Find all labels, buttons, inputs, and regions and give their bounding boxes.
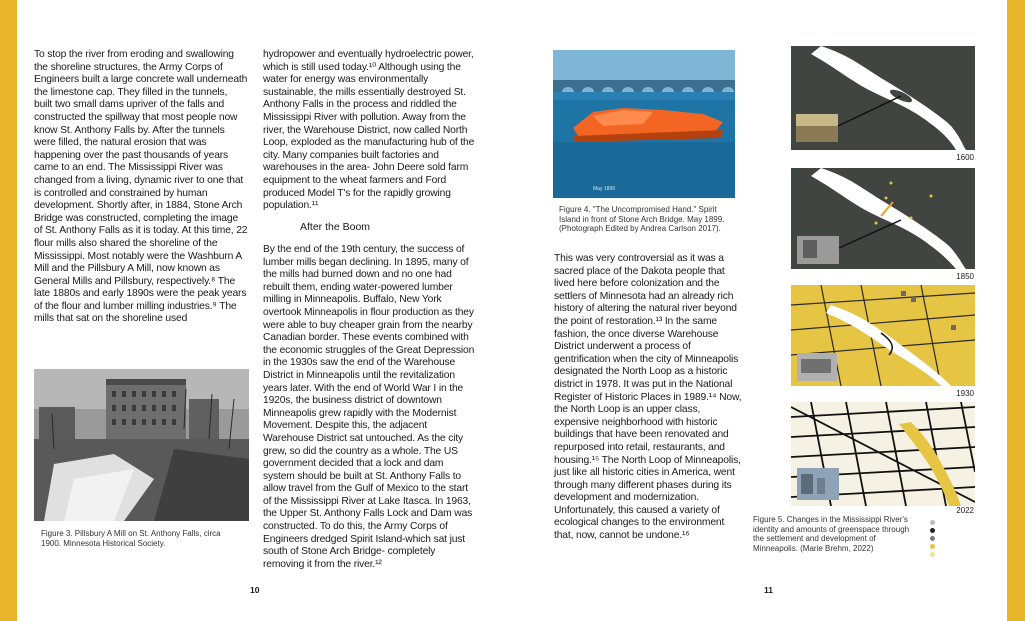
map-2022 (791, 402, 975, 506)
figure4-caption: Figure 4. "The Uncompromised Hand." Spirit Island in front of Stone Arch Bridge. May 1899. (Photograph Edited by Andrea Carlson 2017). (559, 205, 725, 234)
map-1930 (791, 285, 975, 386)
paragraph: By the end of the 19th century, the success of lumber mills began declining. In 1895, many of the mills had burned down and no one had rebuilt them, ending water-powered lumber milling in Minneapolis. Buffalo, New York overtook Minneapolis in flour production as they were able to buy cheaper grain from the nearby Canadian border. These events combined with the economic struggles of the Great Depression in the 1930s saw the end of the Warehouse District in Minneapolis until the revitalization years later. With the end of World War I in the 1920s, the business district of downtown Minneapolis grew rapidly with the Modernist Movement. Despite this, the adjacent Warehouse District sat untouched. As the city grew, so did the country as a whole. The US government decided that a lock and dam system should be built at St. Anthony Falls to allow travel from the Gulf of Mexico to the start of the Mississippi River at Lake Itasca. In 1963, the Upper St. Anthony Falls Lock and Dam was constructed. To do this, the Army Corps of Engineers dredged Spirit Island-which sat just south of Stone Arch Bridge- completely removing it from the river.¹² (263, 244, 475, 570)
left-column-text (34, 49, 248, 326)
legend-item (930, 526, 980, 534)
figure5-caption: Figure 5. Changes in the Mississippi River's identity and amounts of greenspace through the settlement and development of Minneapolis. (Marie Brehm, 2022) (753, 515, 910, 553)
page-number: 11 (764, 585, 773, 595)
right-column-text (554, 253, 744, 543)
map-year-label: 1930 (956, 389, 974, 398)
right-page-edge (1007, 0, 1025, 621)
paragraph: hydropower and eventually hydroelectric power, which is still used today.¹⁰ Although using the water for energy was environmentally sustainable, the mills essentially destroyed St. Anthony Falls in the process and riddled the Mississippi River with pollution. Away from the river, the Warehouse District, now called North Loop, exploded as the manufacturing hub of the city. Many companies built factories and warehouses in the area- John Deere sold farm equipment to the wheat farmers and Ford produced Model T's for the rapidly growing population.¹¹ (263, 49, 475, 212)
paragraph: To stop the river from eroding and swallowing the shoreline structures, the Army Corps of Engineers built a large concrete wall underneath the limestone cap. They filled in the tunnels, built two small dams upriver of the falls and constructed the spillway that most people now know St. Anthony Falls by. After the tunnels were filled, the natural erosion that was happening over the past thousands of years came to an end. The Mississippi River was changed from a living, dynamic river to one that is controlled and constrained by human development. Shortly after, in 1884, Stone Arch Bridge was constructed, completing the image of St. Anthony Falls as it is today. At this time, 22 flour mills also shared the shoreline of the Mississippi. Most notably were the Washburn A Mill and the Pillsbury A Mill, now known as General Mills and Pillsbury, respectively.⁸ The late 1880s and early 1890s were the peak years of the flour and lumber milling industries.⁹ The mills that sat on the shoreline used (34, 49, 248, 325)
middle-column-text-2 (263, 244, 477, 571)
figure3-caption: Figure 3. Pillsbury A Mill on St. Anthony Falls, circa 1900. Minnesota Historical Society. (41, 529, 221, 548)
legend-item (930, 534, 980, 542)
svg-text:May 1899: May 1899 (593, 186, 615, 192)
figure4-spirit-island-photo (553, 50, 735, 198)
page-number: 10 (250, 585, 260, 595)
map-year-label: 1600 (956, 153, 974, 162)
map-year-label: 1850 (956, 272, 974, 281)
map-1600 (791, 46, 975, 150)
legend-item (930, 518, 980, 526)
legend-item (930, 550, 980, 558)
paragraph: This was very controversial as it was a sacred place of the Dakota people that lived here before colonization and the settlers of Minnesota had an already rich history of altering the natural river beyond the point of restoration.¹³ In the same fashion, the once diverse Warehouse District underwent a process of gentrification when the city of Minneapolis designated the North Loop as a historic district in 1978. It was put in the National Register of Historic Places in 1989.¹⁴ Now, the North Loop is an upper class, expensive neighborhood with historic buildings that have been renovated and repurposed into retail, restaurants, and housing.¹⁵ The North Loop of Minneapolis, just like all historic cities in America, went through many different phases during its development and modernization. Unfortunately, this caused a variety of ecological changes to the environment that, now, cannot be undone.¹⁶ (554, 253, 742, 542)
map-year-label: 2022 (956, 506, 974, 515)
left-page-edge (0, 0, 17, 621)
figure3-pillsbury-mill-photo (34, 369, 249, 521)
middle-column-text (263, 49, 477, 213)
map-1850 (791, 168, 975, 269)
map-legend (930, 518, 980, 558)
section-heading: After the Boom (300, 221, 371, 233)
legend-item (930, 542, 980, 550)
